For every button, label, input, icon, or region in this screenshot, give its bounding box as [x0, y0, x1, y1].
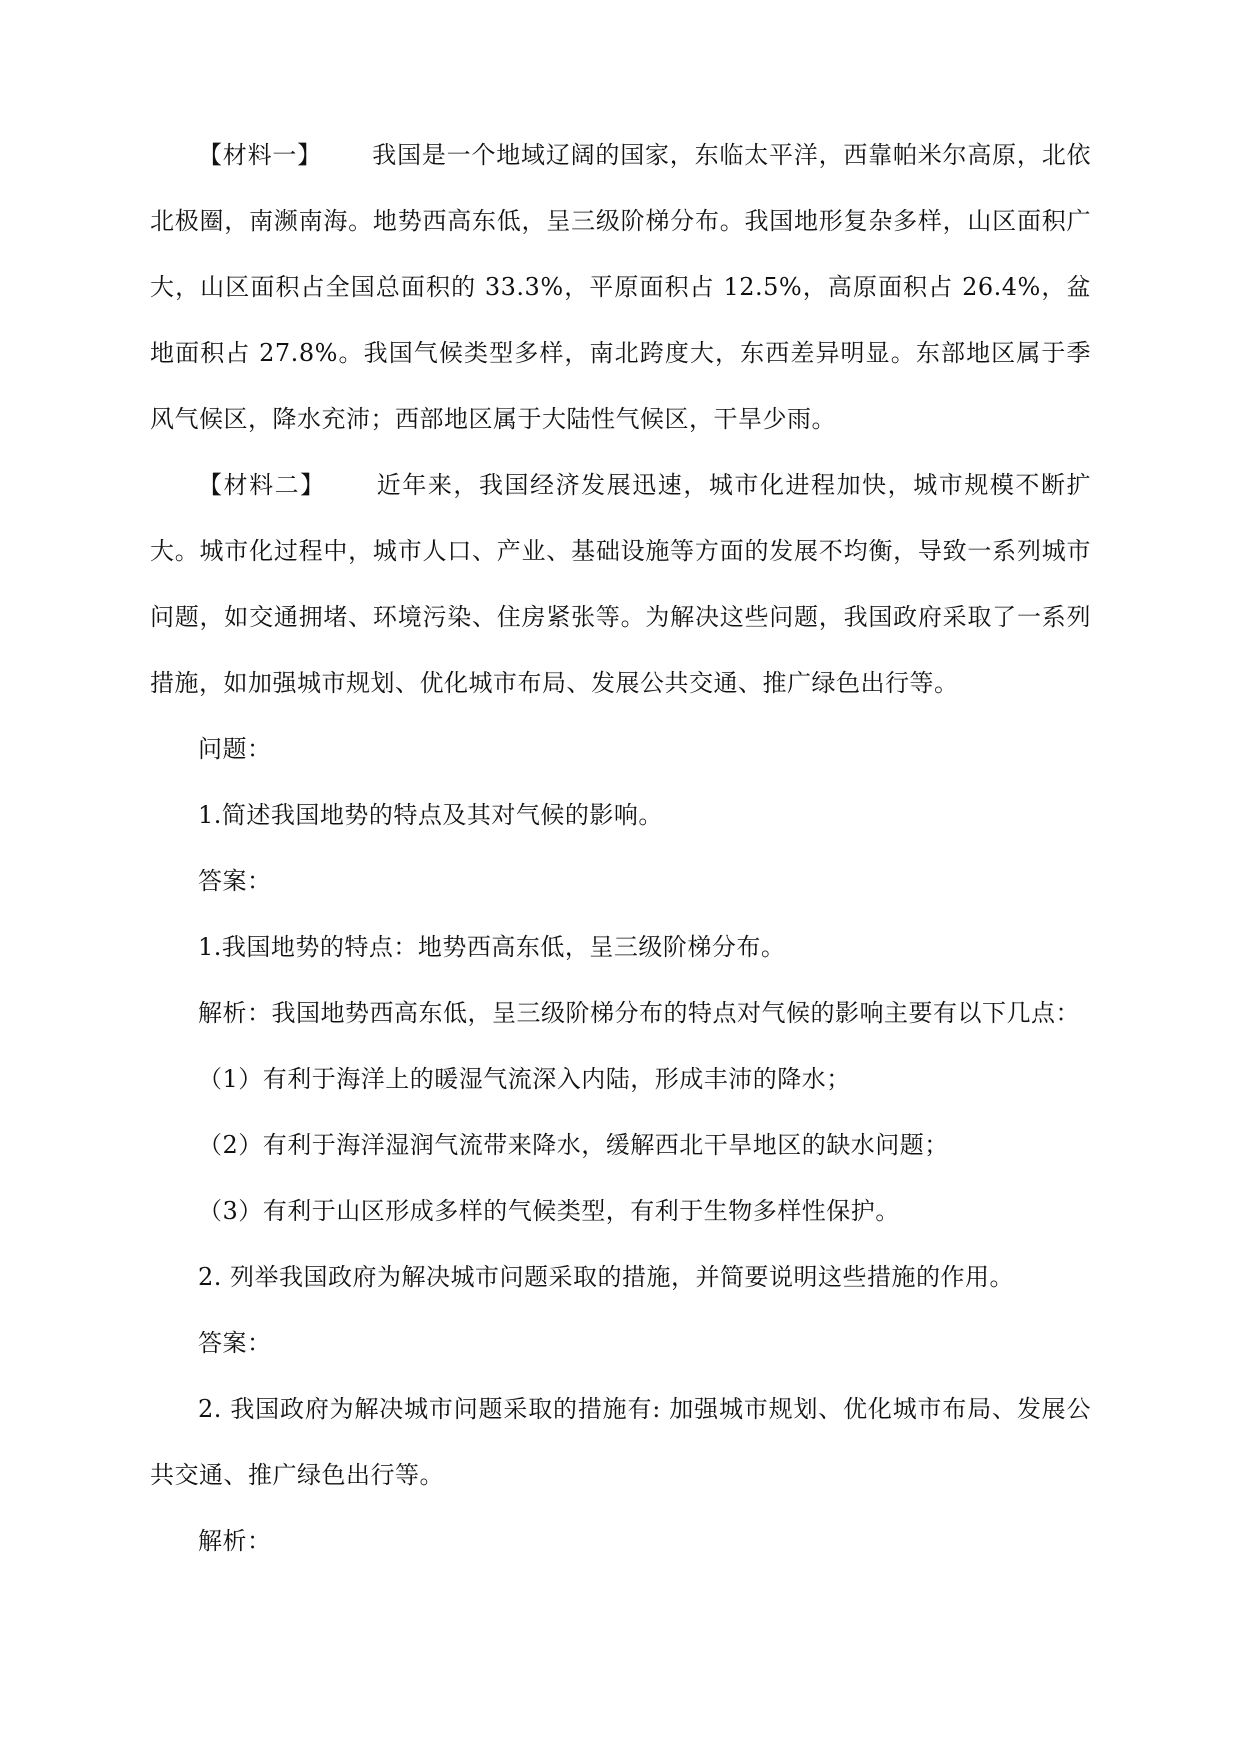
questions-heading: 问题：: [198, 735, 272, 763]
answer-one: 1.我国地势的特点：地势西高东低，呈三级阶梯分布。: [198, 933, 786, 961]
analysis-two-heading: 解析：: [198, 1527, 272, 1555]
material-one-paragraph: [150, 122, 1091, 452]
analysis-point: （2）有利于海洋湿润气流带来降水，缓解西北干旱地区的缺水问题；: [198, 1131, 949, 1159]
analysis-point: （3）有利于山区形成多样的气候类型，有利于生物多样性保护。: [198, 1197, 900, 1225]
question-one: 1.简述我国地势的特点及其对气候的影响。: [198, 801, 663, 829]
answer-two-heading: 答案：: [198, 1329, 272, 1357]
analysis-one: 解析：我国地势西高东低，呈三级阶梯分布的特点对气候的影响主要有以下几点：: [198, 999, 1080, 1027]
answer-two: 2. 我国政府为解决城市问题采取的措施有: 加强城市规划、优化城市布局、发展公共交通、推广绿色出行等。: [150, 1395, 1091, 1489]
analysis-point: （1）有利于海洋上的暖湿气流深入内陆，形成丰沛的降水；: [198, 1065, 851, 1093]
document-page: [150, 122, 1091, 1574]
material-two-paragraph: [150, 452, 1091, 716]
material-one-label: 【材料一】: [198, 141, 322, 169]
material-two-text: 近年来，我国经济发展迅速，城市化进程加快，城市规模不断扩大。城市化过程中，城市人口、产业、基础设施等方面的发展不均衡，导致一系列城市问题，如交通拥堵、环境污染、住房紧张等。为解决这些问题，我国政府采取了一系列措施，如加强城市规划、优化城市布局、发展公共交通、推广绿色出行等。: [150, 471, 1092, 697]
answer-one-heading: 答案：: [198, 867, 272, 895]
material-two-label: 【材料二】: [198, 471, 326, 499]
question-two: 2. 列举我国政府为解决城市问题采取的措施，并简要说明这些措施的作用。: [198, 1263, 1015, 1291]
material-one-text: 我国是一个地域辽阔的国家，东临太平洋，西靠帕米尔高原，北依北极圈，南濒南海。地势西高东低，呈三级阶梯分布。我国地形复杂多样，山区面积广大，山区面积占全国总面积的 33.3%，平原面积占 12.5%，高原面积占 26.4%，盆地面积占 27.8%。我国气候类型多样，南北跨度大，东西差异明显。东部地区属于季风气候区，降水充沛；西部地区属于大陆性气候区，干旱少雨。: [150, 141, 1092, 433]
